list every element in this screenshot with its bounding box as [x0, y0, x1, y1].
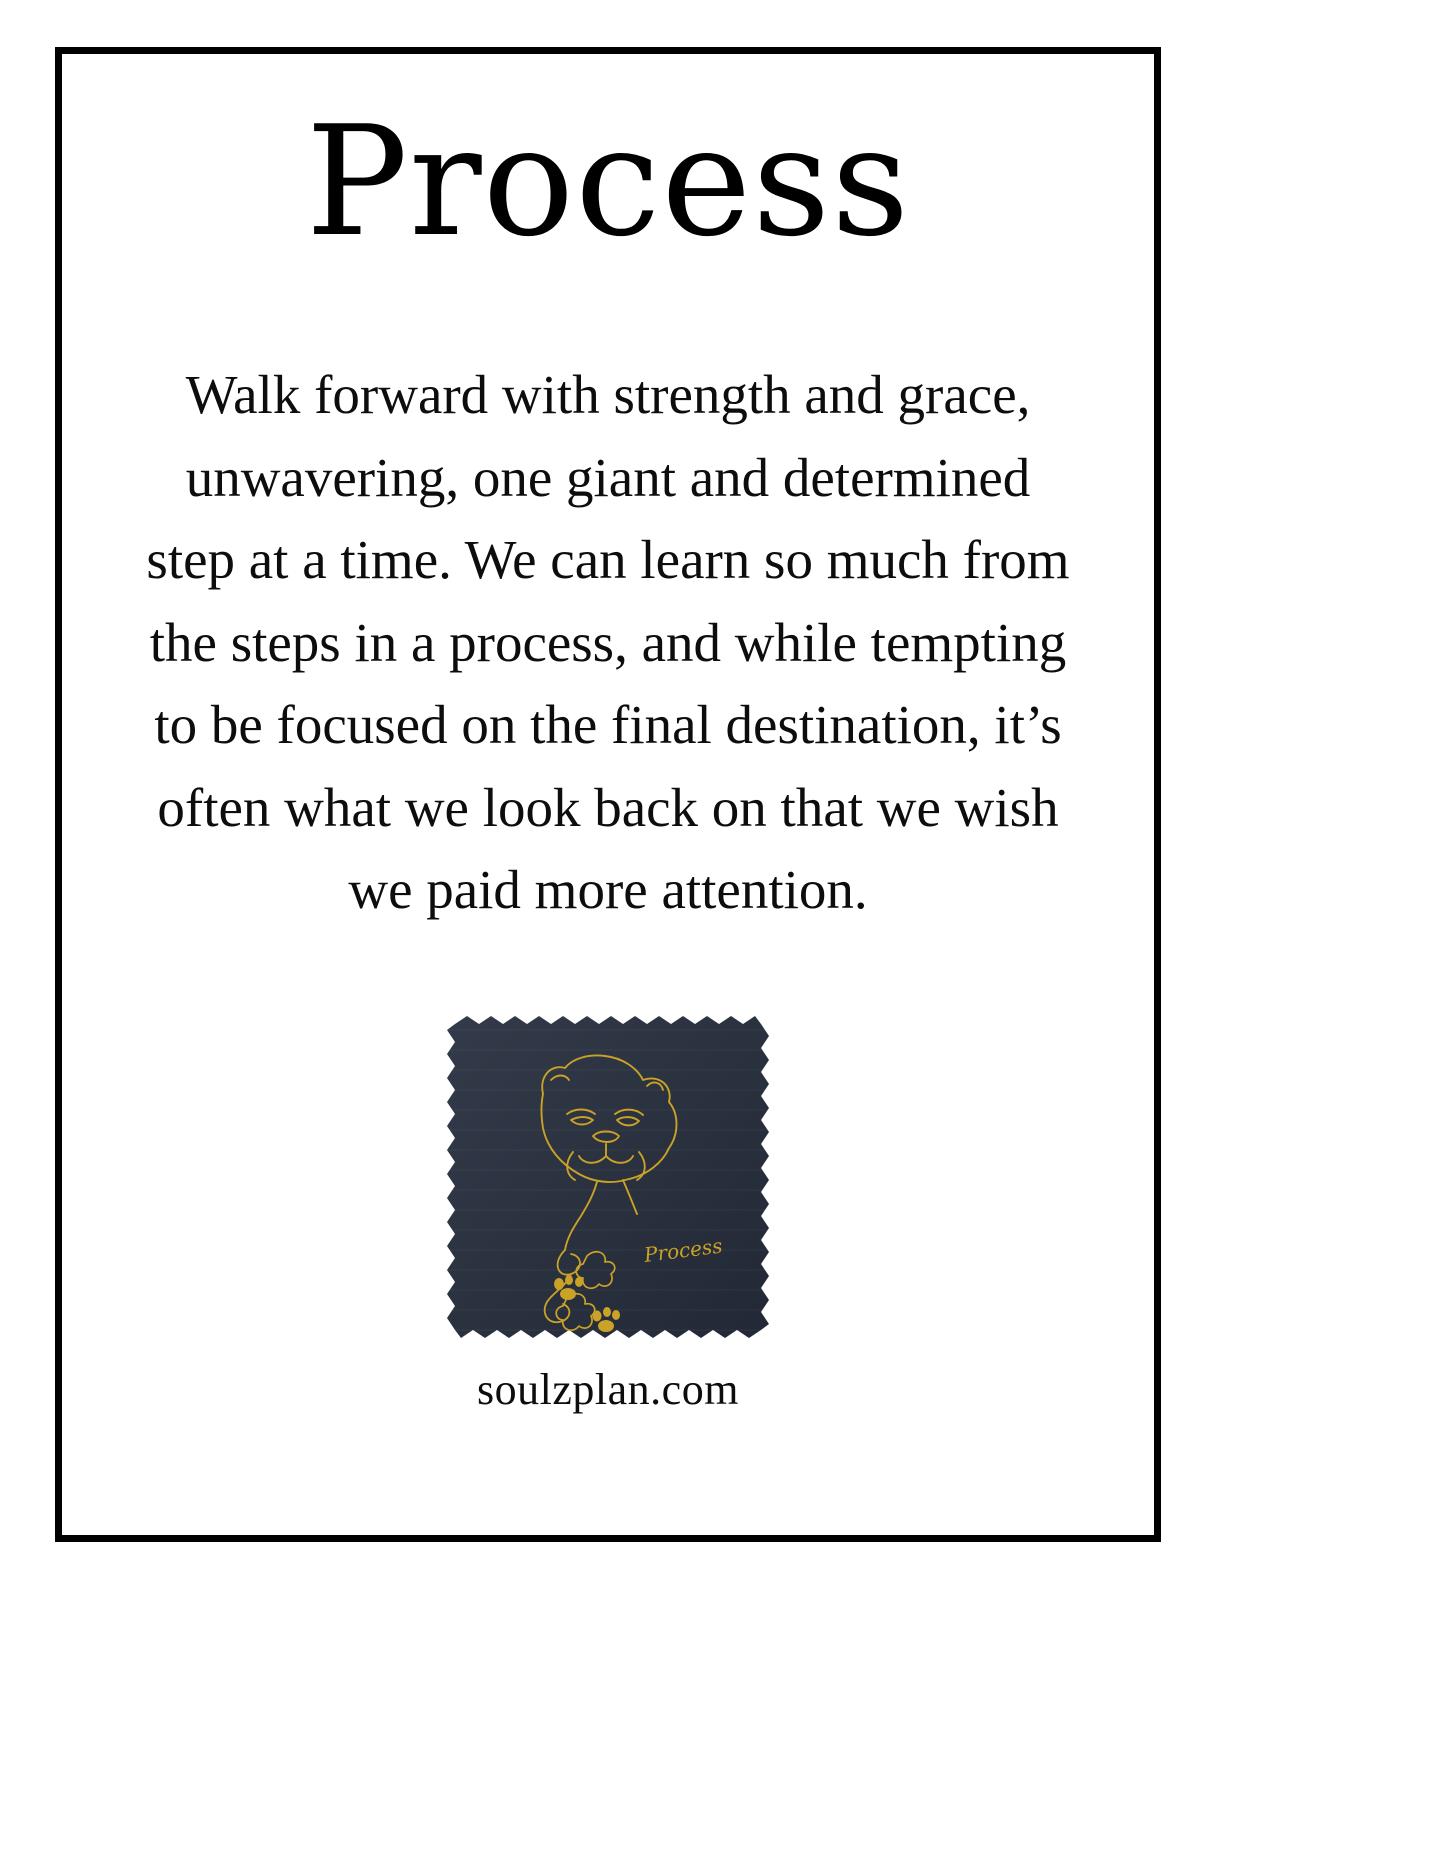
website-caption: soulzplan.com — [477, 1364, 739, 1414]
poster-content — [62, 54, 1154, 1535]
embroidered-fabric-swatch — [447, 1016, 769, 1338]
body-paragraph: Walk forward with strength and grace, unwavering, one giant and determined step at a time. We can learn so much from the steps in a process, and while tempting to be focused on the final destination, it’s often what we look back on that we wish we paid more attention. — [146, 364, 1070, 920]
image-block — [447, 1016, 769, 1415]
svg-text:Process: Process — [642, 1233, 724, 1267]
poster-border-frame — [55, 47, 1161, 1542]
fabric-swatch-graphic — [447, 1016, 769, 1338]
page-title: Process — [305, 93, 911, 270]
